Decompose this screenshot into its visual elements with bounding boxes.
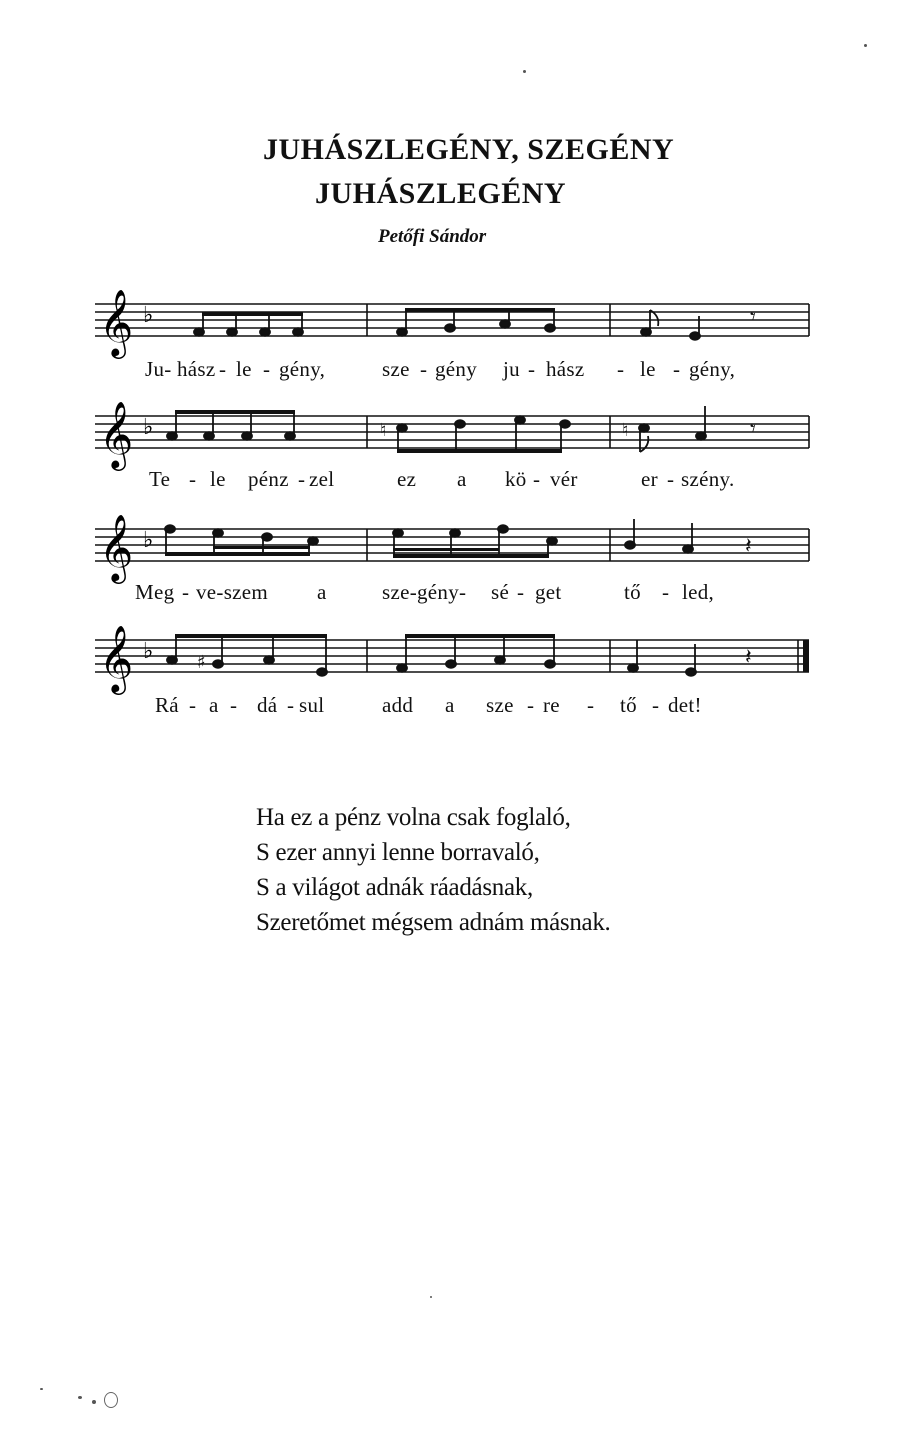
author-name: Petőfi Sándor: [378, 226, 487, 247]
staff-3: [95, 505, 815, 585]
treble-clef-icon: 𝄞: [99, 624, 134, 692]
treble-clef-icon: 𝄞: [99, 288, 134, 356]
scan-speck: [864, 44, 867, 47]
treble-clef-icon: 𝄞: [99, 513, 134, 581]
music-system-3: 𝄞 ♭ 𝄽 Meg - ve-szem a sze-gény- sé - get tő - led,: [95, 505, 815, 615]
poem-line-2: S ezer annyi lenne borravaló,: [256, 839, 540, 866]
final-barline: [803, 640, 809, 672]
poem-line-1: Ha ez a pénz volna csak foglaló,: [256, 804, 571, 831]
staff-2: [95, 392, 815, 472]
svg-text:♮: ♮: [622, 420, 629, 441]
music-system-1: 𝄞 ♭ 𝄾 Ju- hász - le - gény, sze - gény ju - hász - le - gény,: [95, 280, 815, 390]
staff-4: [95, 616, 815, 696]
song-title-line-2: JUHÁSZLEGÉNY: [315, 177, 567, 210]
flat-icon: ♭: [143, 639, 154, 664]
staff-1: [95, 280, 815, 360]
flat-icon: ♭: [143, 415, 154, 440]
scan-speck: [430, 1296, 432, 1298]
scan-speck: [92, 1400, 96, 1404]
svg-text:𝄽: 𝄽: [745, 534, 752, 559]
scan-speck: [104, 1392, 118, 1408]
flat-icon: ♭: [143, 528, 154, 553]
poem-stanza: [256, 800, 610, 940]
scan-speck: [523, 70, 526, 73]
scan-speck: [40, 1388, 43, 1390]
song-title-line-1: JUHÁSZLEGÉNY, SZEGÉNY: [263, 133, 675, 166]
treble-clef-icon: 𝄞: [99, 400, 134, 468]
svg-text:𝄾: 𝄾: [750, 305, 756, 330]
svg-text:𝄾: 𝄾: [750, 417, 756, 442]
svg-text:♮: ♮: [380, 420, 387, 441]
music-system-4: 𝄞 ♭ ♯ 𝄽 Rá - a - dá - sul add a sze - re - tő - det!: [95, 616, 815, 726]
scan-speck: [78, 1396, 82, 1399]
svg-text:♯: ♯: [197, 652, 206, 673]
svg-text:𝄽: 𝄽: [745, 645, 752, 670]
poem-line-3: S a világot adnák ráadásnak,: [256, 874, 533, 901]
poem-line-4: Szeretőmet mégsem adnám másnak.: [256, 909, 611, 936]
music-system-2: 𝄞 ♭ ♮ ♮ 𝄾 Te - le pénz - zel ez a kö - vér er - szény.: [95, 392, 815, 502]
flat-icon: ♭: [143, 303, 154, 328]
